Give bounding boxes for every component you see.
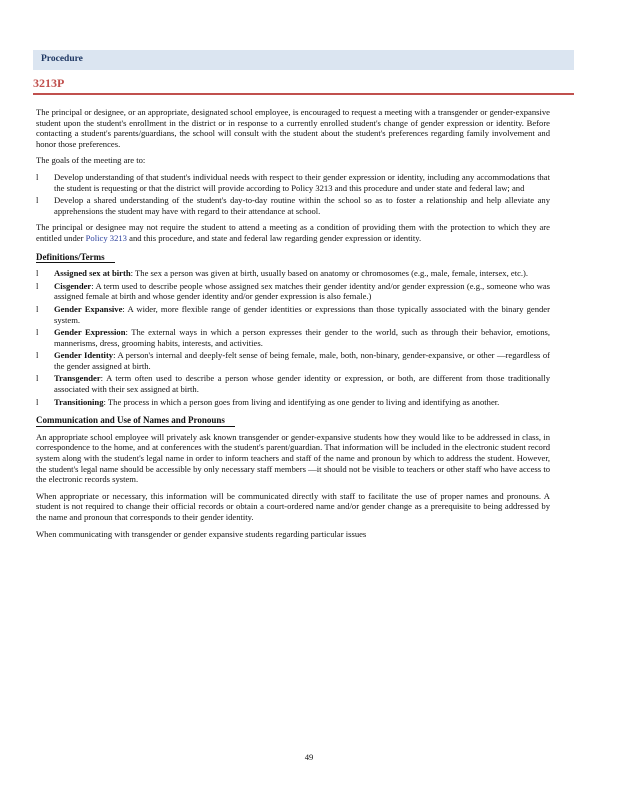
policy-link[interactable]: Policy 3213 <box>85 232 127 243</box>
list-item <box>36 195 550 216</box>
definition-text: : A wider, more flexible range of gender identities or expressions than those typically associated with the binary gender system. <box>54 303 550 325</box>
definition-text: : A term used to describe people whose assigned sex matches their gender identity and/or gender expression (e.g., someone who was assigned female at birth and whose gender identity and/or gender expression is also female.) <box>54 280 550 302</box>
definition-term: Gender Expansive <box>54 303 123 314</box>
requirement-text-after: and this procedure, and state and federal law regarding gender expression or identity. <box>129 232 422 243</box>
bullet-icon: l <box>36 327 39 338</box>
bullet-icon: l <box>36 396 39 407</box>
definition-term: Transitioning <box>54 396 104 407</box>
communication-paragraph-3: When communicating with transgender or gender expansive students regarding particular issues <box>36 528 367 539</box>
bullet-icon: l <box>36 171 39 182</box>
procedure-code: 3213P <box>33 76 65 90</box>
goals-intro: The goals of the meeting are to: <box>36 155 146 166</box>
definition-term: Assigned sex at birth <box>54 268 131 279</box>
section-title: Procedure <box>41 54 83 64</box>
definition-item <box>36 397 550 408</box>
communication-paragraph-1: An appropriate school employee will privately ask known transgender or gender-expansive students how they would like to be addressed in class, in correspondence to the home, and at conferences with the student's parent/guardian. That information will be included in the electronic student record system along with the student's legal name in order to inform teachers and staff of the name and pronoun by which to address the student. However, the student's legal name should be accessible by only necessary staff members —it should not be visible to teachers or other staff who have access to the electronic records system. <box>36 431 550 485</box>
definition-term: Transgender <box>54 373 101 384</box>
goals-list <box>36 172 550 216</box>
definition-item <box>36 350 550 371</box>
section-header-band <box>33 50 574 70</box>
bullet-icon: l <box>36 268 39 279</box>
bullet-icon: l <box>36 373 39 384</box>
bullet-icon: l <box>36 195 39 206</box>
goal-text: Develop a shared understanding of the student's day-to-day routine within the school so as to foster a relationship and help alleviate any apprehensions the student may have with regard to their attendance at school. <box>54 195 550 216</box>
bullet-icon: l <box>36 280 39 291</box>
definition-item <box>36 281 550 302</box>
intro-paragraph: The principal or designee, or an appropriate, designated school employee, is encouraged to request a meeting with a transgender or gender-expansive student upon the student's enrollment in the district or in response to a currently enrolled student's change of gender expression or identity. Before contacting a student's parents/guardians, the school will consult with the student about the student's preferences regarding family involvement and honor those preferences. <box>36 107 550 149</box>
bullet-icon: l <box>36 303 39 314</box>
document-body <box>36 107 550 545</box>
definitions-list <box>36 268 550 407</box>
definition-text: : The process in which a person goes from living and identifying as one gender to living and identifying as another. <box>103 396 500 407</box>
definitions-heading: Definitions/Terms <box>36 252 115 264</box>
definition-item <box>36 373 550 394</box>
goal-text: Develop understanding of that student's individual needs with respect to their gender expression or identity, including any accommodations that the student is requesting or that the district will provide according to Policy 3213 and this procedure and under state and federal law; and <box>54 171 550 193</box>
definition-item <box>36 327 550 348</box>
page-number: 49 <box>304 752 314 762</box>
definition-term: Gender Identity <box>54 350 114 361</box>
definition-text: : A person's internal and deeply-felt sense of being female, male, both, non-binary, gender-expansive, or other —regardless of the gender assigned at birth. <box>54 350 550 371</box>
definition-text: : The external ways in which a person expresses their gender to the world, such as through their behavior, emotions, mannerisms, dress, grooming habits, interests, and activities. <box>54 327 550 348</box>
definition-item <box>36 268 550 279</box>
definition-term: Gender Expression <box>54 327 126 338</box>
header-divider <box>33 93 574 95</box>
communication-heading: Communication and Use of Names and Pronouns <box>36 415 235 427</box>
definition-item <box>36 304 550 325</box>
communication-paragraph-2: When appropriate or necessary, this information will be communicated directly with staff to facilitate the use of proper names and pronouns. A student is not required to change their official records or obtain a court-ordered name and/or gender change as a prerequisite to being addressed by the name and pronoun that corresponds to their gender identity. <box>36 490 550 522</box>
requirement-paragraph <box>36 222 550 243</box>
definition-text: : The sex a person was given at birth, usually based on anatomy or chromosomes (e.g., male, female, intersex, etc.). <box>130 268 529 279</box>
list-item <box>36 172 550 193</box>
requirement-text-before: The principal or designee may not require the student to attend a meeting as a condition of providing them with the protection to which they are entitled under <box>36 222 550 243</box>
bullet-icon: l <box>36 350 39 361</box>
definition-text: : A term often used to describe a person whose gender identity or expression, or both, are different from those traditionally associated with their sex assigned at birth. <box>54 373 550 395</box>
definition-term: Cisgender <box>54 280 92 291</box>
